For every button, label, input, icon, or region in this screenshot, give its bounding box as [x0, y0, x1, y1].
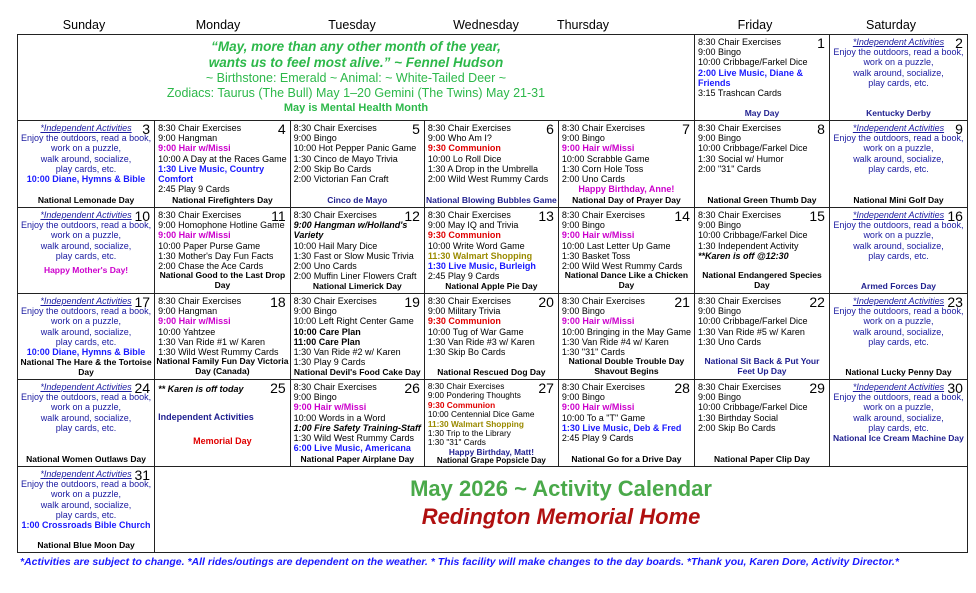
day-number: 31: [134, 467, 151, 483]
day-number: 23: [947, 294, 963, 310]
special-day: National Rescued Dog Day: [437, 367, 546, 377]
special-day: Cinco de Mayo: [327, 195, 388, 205]
special-day: National Endangered Species Day: [702, 270, 822, 290]
day-cell-18[interactable]: 18 8:30 Chair Exercises 9:00 Hangman 9:00 Hair w/Missi 10:00 Yahtzee 1:30 Van Ride #1 w/ Karen 1:30 Wild West Rummy Cards National Family Fun Day Victoria Day (Canada): [155, 294, 291, 380]
activity: 8:30 Chair Exercises: [697, 37, 782, 47]
day-cell-15[interactable]: 15 8:30 Chair Exercises 9:00 Bingo 10:00 Cribbage/Farkel Dice 1:30 Independent Activity **Karen is off @12:30 National Endangered Species Day: [694, 208, 829, 294]
day-cell-9[interactable]: [829, 121, 967, 208]
day-number: 15: [809, 208, 825, 224]
independent-activities: *Independent Activities Enjoy the outdoors, read a book, work on a puzzle, walk around, socialize, play cards, etc.: [833, 37, 964, 88]
special-day: National Family Fun Day Victoria Day (Canada): [156, 356, 289, 376]
special-day: National Dance Like a Chicken Day: [564, 270, 689, 290]
day-number: 18: [270, 294, 286, 310]
independent-activities: *Independent Activities Enjoy the outdoors, read a book, work on a puzzle, walk around, socialize, play cards, etc. 10:00 Diane, Hymns & Bible: [21, 123, 152, 185]
day-header-tuesday: Tuesday: [328, 18, 376, 32]
quote-line-1: “May, more than any other month of the year,: [211, 39, 501, 54]
day-cell-21[interactable]: 21 8:30 Chair Exercises 9:00 Bingo 9:00 Hair w/Missi 10:00 Bringing in the May Game 1:30 Van Ride #4 w/ Karen 1:30 "31" Cards National Double Trouble Day Shavout Begins: [558, 294, 694, 380]
independent-activities: *Independent Activities Enjoy the outdoors, read a book, work on a puzzle, walk around, socialize, play cards, etc.: [21, 210, 152, 261]
special-day: National Paper Clip Day: [714, 454, 810, 464]
day-cell-3[interactable]: [18, 121, 155, 208]
day-cell-16[interactable]: [829, 208, 967, 294]
independent-activities: *Independent Activities Enjoy the outdoors, read a book, work on a puzzle, walk around, socialize, play cards, etc.: [833, 296, 964, 347]
day-cell-8[interactable]: 8 8:30 Chair Exercises 9:00 Bingo 10:00 Cribbage/Farkel Dice 1:30 Social w/ Humor 2:00 "31" Cards National Green Thumb Day: [694, 121, 829, 208]
special-day: National Grape Popsicle Day: [436, 456, 546, 465]
mental-health-line: May is Mental Health Month: [283, 102, 429, 114]
activity: 10:00 Cribbage/Farkel Dice: [697, 57, 808, 68]
day-header-thursday: Thursday: [556, 18, 610, 32]
special-day: National Blue Moon Day: [37, 540, 135, 550]
day-cell-27[interactable]: 27 8:30 Chair Exercises 9:00 Pondering Thoughts 9:30 Communion 10:00 Centennial Dice Game 11:30 Walmart Shopping 1:30 Trip to the Library 1:30 "31" Cards Happy Birthday, Matt! National Grape Popsicle Day: [424, 380, 558, 467]
footer-notice: *Activities are subject to change. *All rides/outings are dependent on the weather. * This facility will make changes to the day boards. *Thank you, Karen Dore, Activity Director.*: [20, 556, 899, 568]
calendar-title-box: [155, 467, 968, 553]
activity: 2:00 Live Music, Diane &: [697, 67, 804, 78]
calendar-grid: [17, 34, 968, 553]
day-number: 12: [404, 208, 420, 224]
calendar-title: May 2026 ~ Activity Calendar: [410, 476, 712, 501]
independent-activities: *Independent Activities Enjoy the outdoors, read a book, work on a puzzle, walk around, socialize, play cards, etc. 1:00 Crossroads Bible Church: [21, 469, 152, 531]
day-cell-29[interactable]: 29 8:30 Chair Exercises 9:00 Bingo 10:00 Cribbage/Farkel Dice 1:30 Birthday Social 2:00 Skip Bo Cards National Paper Clip Day: [694, 380, 829, 467]
independent-activities: *Independent Activities Enjoy the outdoors, read a book, work on a puzzle, walk around, socialize, play cards, etc.: [833, 210, 964, 261]
day-number: 9: [955, 121, 963, 137]
special-day: National Paper Airplane Day: [300, 454, 415, 464]
day-cell-4[interactable]: 4 8:30 Chair Exercises 9:00 Hangman 9:00 Hair w/Missi 10:00 A Day at the Races Game 1:30 Live Music, Country Comfort 2:45 Play 9 Cards National Firefighters Day: [155, 121, 291, 208]
day-cell-24[interactable]: [18, 380, 155, 467]
day-cell-28[interactable]: 28 8:30 Chair Exercises 9:00 Bingo 9:00 Hair w/Missi 10:00 To a "T" Game 1:30 Live Music, Deb & Fred 2:45 Play 9 Cards National Go for a Drive Day: [558, 380, 694, 467]
special-day: National Double Trouble Day Shavout Begins: [568, 356, 685, 376]
day-header-monday: Monday: [195, 18, 241, 32]
day-header-sunday: Sunday: [62, 18, 106, 32]
special-day: National Go for a Drive Day: [571, 454, 682, 464]
independent-activities: *Independent Activities Enjoy the outdoors, read a book, work on a puzzle, walk around, socialize, play cards, etc.: [21, 382, 152, 433]
activity: 3:15 Trashcan Cards: [697, 88, 782, 99]
day-number: 4: [277, 121, 286, 137]
activity: 9:00 Bingo: [697, 47, 742, 58]
day-header-wednesday: Wednesday: [453, 18, 519, 32]
day-number: 13: [538, 208, 554, 224]
day-cell-14[interactable]: 14 8:30 Chair Exercises 9:00 Bingo 9:00 Hair w/Missi 10:00 Last Letter Up Game 1:30 Basket Toss 2:00 Wild West Rummy Cards National Dance Like a Chicken Day: [558, 208, 694, 294]
special-day: National Women Outlaws Day: [26, 454, 146, 464]
day-header-friday: Friday: [737, 18, 773, 32]
special-day: National Firefighters Day: [172, 195, 273, 205]
day-number: 26: [404, 380, 420, 396]
zodiac-line: Zodiacs: Taurus (The Bull) May 1–20 Gemini (The Twins) May 21-31: [166, 86, 546, 100]
day-cell-10[interactable]: [18, 208, 155, 294]
day-cell-5[interactable]: 5 8:30 Chair Exercises 9:00 Bingo 10:00 Hot Pepper Panic Game 1:30 Cinco de Mayo Trivia 2:00 Skip Bo Cards 2:00 Victorian Fan Craft Cinco de Mayo: [290, 121, 424, 208]
day-number: 6: [546, 121, 554, 137]
birthstone-line: ~ Birthstone: Emerald ~ Animal: ~ White-Tailed Deer ~: [205, 71, 507, 85]
day-number: 1: [817, 35, 825, 51]
independent-activities: *Independent Activities Enjoy the outdoors, read a book, work on a puzzle, walk around, socialize, play cards, etc. 10:00 Diane, Hymns & Bible: [21, 296, 152, 358]
special-day: National Mini Golf Day: [853, 195, 944, 205]
day-header-saturday: Saturday: [865, 18, 917, 32]
day-number: 10: [134, 208, 151, 224]
day-cell-7[interactable]: 7 8:30 Chair Exercises 9:00 Bingo 9:00 Hair w/Missi 10:00 Scrabble Game 1:30 Corn Hole Toss 2:00 Uno Cards Happy Birthday, Anne! National Day of Prayer Day: [558, 121, 694, 208]
day-number: 28: [674, 380, 690, 396]
special-day: National Day of Prayer Day: [572, 195, 681, 205]
special-day: National Blowing Bubbles Game: [425, 195, 557, 205]
day-number: 16: [947, 208, 963, 224]
special-day: National Lucky Penny Day: [845, 367, 952, 377]
day-cell-12[interactable]: 12 8:30 Chair Exercises 9:00 Hangman w/Holland's Variety 10:00 Hail Mary Dice 1:30 Fast or Slow Music Trivia 2:00 Uno Cards 2:00 Muffin Liner Flowers Craft National Limerick Day: [290, 208, 424, 294]
day-cell-30[interactable]: [829, 380, 967, 467]
quote-line-2: wants us to feel most alive.” ~ Fennel Hudson: [208, 55, 504, 70]
special-day: National Sit Back & Put Your Feet Up Day: [704, 356, 820, 376]
day-cell-13[interactable]: 13 8:30 Chair Exercises 9:00 May IQ and Trivia 9:30 Communion 10:00 Write Word Game 11:30 Walmart Shopping 1:30 Live Music, Burleigh 2:45 Play 9 Cards National Apple Pie Day: [424, 208, 558, 294]
day-number: 7: [682, 121, 690, 137]
day-number: 29: [809, 380, 825, 396]
day-cell-31[interactable]: [18, 467, 155, 553]
day-cell-19[interactable]: 19 8:30 Chair Exercises 9:00 Bingo 10:00 Left Right Center Game 10:00 Care Plan 11:00 Care Plan 1:30 Van Ride #2 w/ Karen 1:30 Play 9 Cards National Devil's Food Cake Day: [290, 294, 424, 380]
special-day: National Limerick Day: [312, 281, 402, 291]
holiday-note: Happy Mother's Day!: [43, 265, 129, 275]
day-number: 19: [404, 294, 420, 310]
activity: Friends: [697, 77, 731, 88]
day-cell-20[interactable]: 20 8:30 Chair Exercises 9:00 Military Trivia 9:30 Communion 10:00 Tug of War Game 1:30 Van Ride #3 w/ Karen 1:30 Skip Bo Cards National Rescued Dog Day: [424, 294, 558, 380]
day-cell-26[interactable]: 26 8:30 Chair Exercises 9:00 Bingo 9:00 Hair w/Missi 10:00 Words in a Word 1:00 Fire Safety Training-Staff 1:30 Wild West Rummy Cards 6:00 Live Music, Americana National Paper Airplane Day: [290, 380, 424, 467]
independent-activities: *Independent Activities Enjoy the outdoors, read a book, work on a puzzle, walk around, socialize, play cards, etc.: [833, 123, 964, 174]
day-cell-6[interactable]: 6 8:30 Chair Exercises 9:00 Who Am I? 9:30 Communion 10:00 Lo Roll Dice 1:30 A Drop in the Umbrella 2:00 Wild West Rummy Cards National Blowing Bubbles Game: [424, 121, 558, 208]
special-day: National Devil's Food Cake Day: [293, 367, 421, 377]
day-number: 24: [134, 380, 151, 396]
special-day: National Green Thumb Day: [707, 195, 817, 205]
day-cell-22[interactable]: 22 8:30 Chair Exercises 9:00 Bingo 10:00 Cribbage/Farkel Dice 1:30 Van Ride #5 w/ Karen 1:30 Uno Cards National Sit Back & Put Your Feet Up Day: [694, 294, 829, 380]
day-number: 25: [270, 380, 286, 396]
special-day: May Day: [744, 108, 780, 118]
day-cell-23[interactable]: [829, 294, 967, 380]
special-day: Armed Forces Day: [860, 281, 937, 291]
day-cell-25[interactable]: 25 ** Karen is off today Independent Activities Memorial Day: [155, 380, 291, 467]
day-number: 3: [142, 121, 151, 137]
special-day: National Good to the Last Drop Day: [159, 270, 286, 290]
day-number: 22: [809, 294, 825, 310]
special-day: National Apple Pie Day: [445, 281, 538, 291]
day-cell-2[interactable]: [829, 35, 967, 121]
day-number: 20: [538, 294, 554, 310]
day-cell-11[interactable]: 11 8:30 Chair Exercises 9:00 Homophone Hotline Game 9:00 Hair w/Missi 10:00 Paper Purse Game 1:30 Mother's Day Fun Facts 2:00 Chase the Ace Cards National Good to the Last Drop Day: [155, 208, 291, 294]
day-number: 14: [674, 208, 690, 224]
day-number: 2: [955, 35, 963, 51]
facility-name: Redington Memorial Home: [421, 504, 701, 529]
special-day: National Ice Cream Machine Day: [833, 433, 964, 443]
independent-activities: *Independent Activities Enjoy the outdoors, read a book, work on a puzzle, walk around, socialize, play cards, etc.: [833, 382, 964, 433]
day-number: 8: [817, 121, 825, 137]
special-day: Kentucky Derby: [866, 108, 931, 118]
monthly-quote-box: [18, 35, 695, 121]
day-cell-1[interactable]: [694, 35, 829, 121]
special-day: National Lemonade Day: [37, 195, 135, 205]
day-number: 11: [271, 208, 286, 224]
day-cell-17[interactable]: [18, 294, 155, 380]
day-number: 21: [674, 294, 690, 310]
day-number: 5: [412, 121, 420, 137]
day-number: 27: [538, 380, 554, 396]
special-day: National The Hare & the Tortoise Day: [20, 357, 152, 377]
day-number: 30: [947, 380, 963, 396]
day-number: 17: [134, 294, 151, 310]
